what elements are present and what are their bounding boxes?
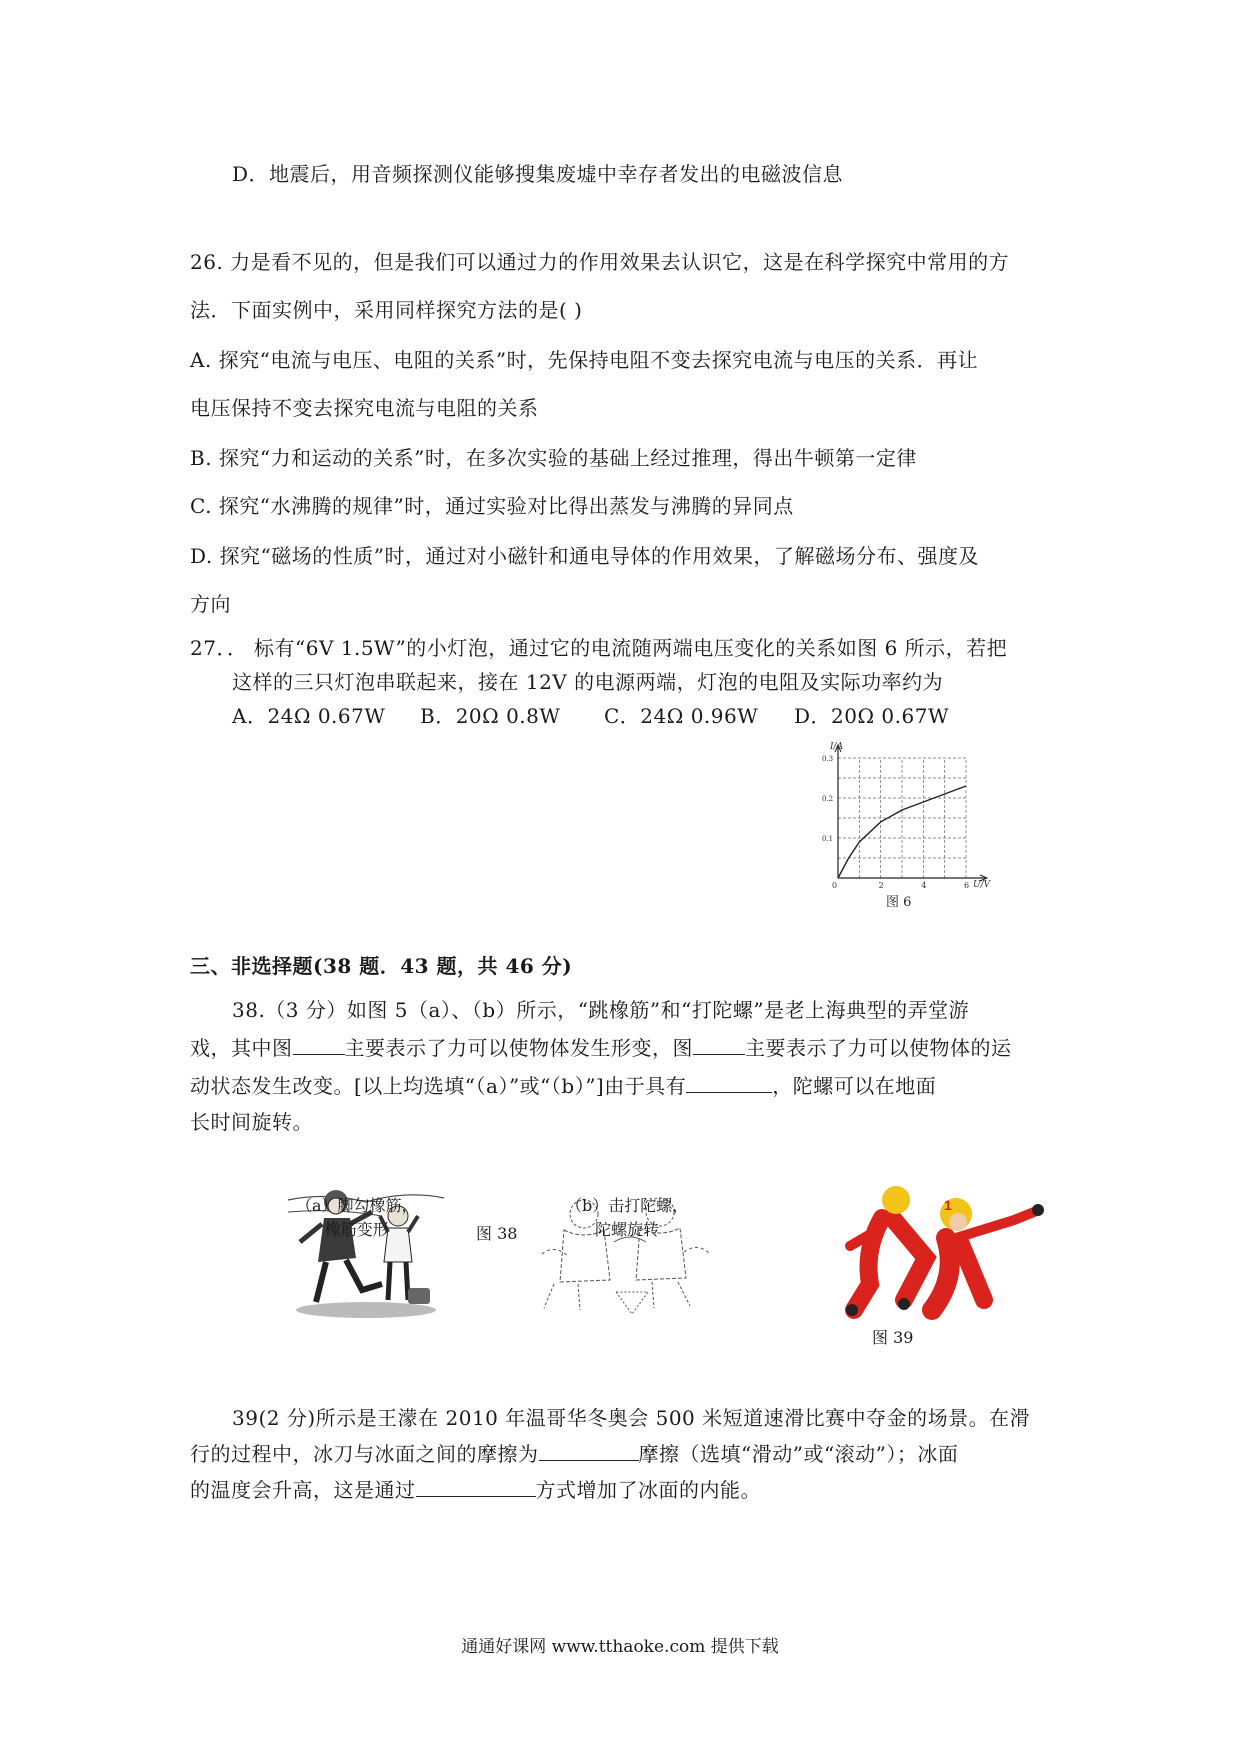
q38-line1: 38.（3 分）如图 5（a）、（b）所示，“跳橡筋”和“打陀螺”是老上海典型的弄堂游	[232, 998, 970, 1022]
q38-line2-c: 主要表示了力可以使物体的运	[745, 1036, 1012, 1060]
q27-stem-line2: 这样的三只灯泡串联起来，接在 12V 的电源两端，灯泡的电阻及实际功率约为	[232, 670, 944, 694]
figure-38a-caption-line1: （a）脚勾橡筋，	[296, 1196, 418, 1215]
q38-line2-b: 主要表示了力可以使物体发生形变，图	[344, 1036, 693, 1060]
figure-6-chart	[810, 738, 1010, 910]
figure-39-label: 图 39	[872, 1328, 914, 1347]
figure-38a-caption-line2: 橡筋变形	[324, 1220, 389, 1239]
section-3-heading: 三、非选择题(38 题．43 题，共 46 分)	[190, 954, 573, 978]
q26-option-d-line2: 方向	[190, 592, 231, 616]
q38-line2-a: 戏，其中图	[190, 1036, 293, 1060]
page-footer: 通通好课网 www.tthaoke.com 提供下载	[461, 1637, 779, 1657]
q26-stem-line1: 26. 力是看不见的，但是我们可以通过力的作用效果去认识它，这是在科学探究中常用的方	[190, 250, 1010, 274]
q27-stem-line1: 标有“6V 1.5W”的小灯泡，通过它的电流随两端电压变化的关系如图 6 所示，若把	[254, 636, 1008, 660]
q38-blank-1[interactable]	[293, 1036, 345, 1055]
q39-line2-b: 摩擦（选填“滑动”或“滚动”）；冰面	[638, 1442, 959, 1466]
figure-38a-caption	[296, 1194, 418, 1242]
q26-option-a-line1: A. 探究“电流与电压、电阻的关系”时，先保持电阻不变去探究电流与电压的关系．再让	[190, 348, 979, 372]
q26-option-b: B. 探究“力和运动的关系”时，在多次实验的基础上经过推理，得出牛顿第一定律	[190, 446, 917, 470]
y-tick-label: 0.2	[822, 795, 834, 803]
q27-option-d: D．20Ω 0.67W	[794, 704, 950, 728]
q27-option-b: B．20Ω 0.8W	[420, 704, 561, 728]
q26-stem-line2: 法．下面实例中，采用同样探究方法的是( )	[190, 298, 583, 322]
figure-39-illustration	[834, 1180, 1054, 1326]
x-axis-label: U/V	[973, 880, 991, 890]
q25-option-d: D．地震后，用音频探测仪能够搜集废墟中幸存者发出的电磁波信息	[232, 162, 844, 186]
figure-38-label: 图 38	[476, 1224, 518, 1243]
q39-line3-b: 方式增加了冰面的内能。	[535, 1478, 761, 1502]
q38-blank-2[interactable]	[693, 1036, 745, 1055]
q38-blank-3[interactable]	[686, 1074, 772, 1093]
x-tick-label: 4	[921, 881, 927, 890]
q39-line2-a: 行的过程中，冰刀与冰面之间的摩擦为	[190, 1442, 539, 1466]
x-tick-label: 6	[964, 881, 970, 890]
q38-line2	[190, 1032, 1012, 1061]
y-axis-label: I/A	[830, 742, 844, 752]
x-tick-label: 2	[878, 881, 884, 890]
q26-option-d-line1: D. 探究“磁场的性质”时，通过对小磁针和通电导体的作用效果，了解磁场分布、强度及	[190, 544, 979, 568]
q26-option-a-line2: 电压保持不变去探究电流与电阻的关系	[190, 396, 539, 420]
skater-number: 1	[944, 1197, 952, 1213]
figure-6-label: 图 6	[886, 895, 912, 910]
q39-line2	[190, 1438, 958, 1467]
q27-number: 27．．	[190, 636, 248, 660]
figure-38b-caption	[566, 1194, 688, 1242]
q39-blank-2[interactable]	[416, 1478, 536, 1497]
y-tick-label: 0.1	[822, 835, 834, 843]
q38-line4: 长时间旋转。	[190, 1110, 313, 1134]
q26-option-c: C. 探究“水沸腾的规律”时，通过实验对比得出蒸发与沸腾的异同点	[190, 494, 794, 518]
q38-line3-b: ，陀螺可以在地面	[772, 1074, 937, 1098]
q39-blank-1[interactable]	[539, 1442, 639, 1461]
q38-line3-a: 动状态发生改变。[以上均选填“（a）”或“（b）”]由于具有	[190, 1074, 687, 1098]
q39-line3-a: 的温度会升高，这是通过	[190, 1478, 416, 1502]
figure-38b-caption-line1: （b）击打陀螺，	[566, 1196, 689, 1215]
y-tick-label: 0.3	[822, 755, 834, 763]
q39-line3	[190, 1474, 761, 1503]
q27-option-a: A．24Ω 0.67W	[232, 704, 386, 728]
x-tick-label: 0	[832, 881, 838, 890]
q27-option-c: C．24Ω 0.96W	[604, 704, 759, 728]
figure-38b-caption-line2: 陀螺旋转	[595, 1220, 660, 1239]
q38-line3	[190, 1070, 936, 1099]
q39-line1: 39(2 分)所示是王濛在 2010 年温哥华冬奥会 500 米短道速滑比赛中夺金的场景。在滑	[232, 1406, 1031, 1430]
